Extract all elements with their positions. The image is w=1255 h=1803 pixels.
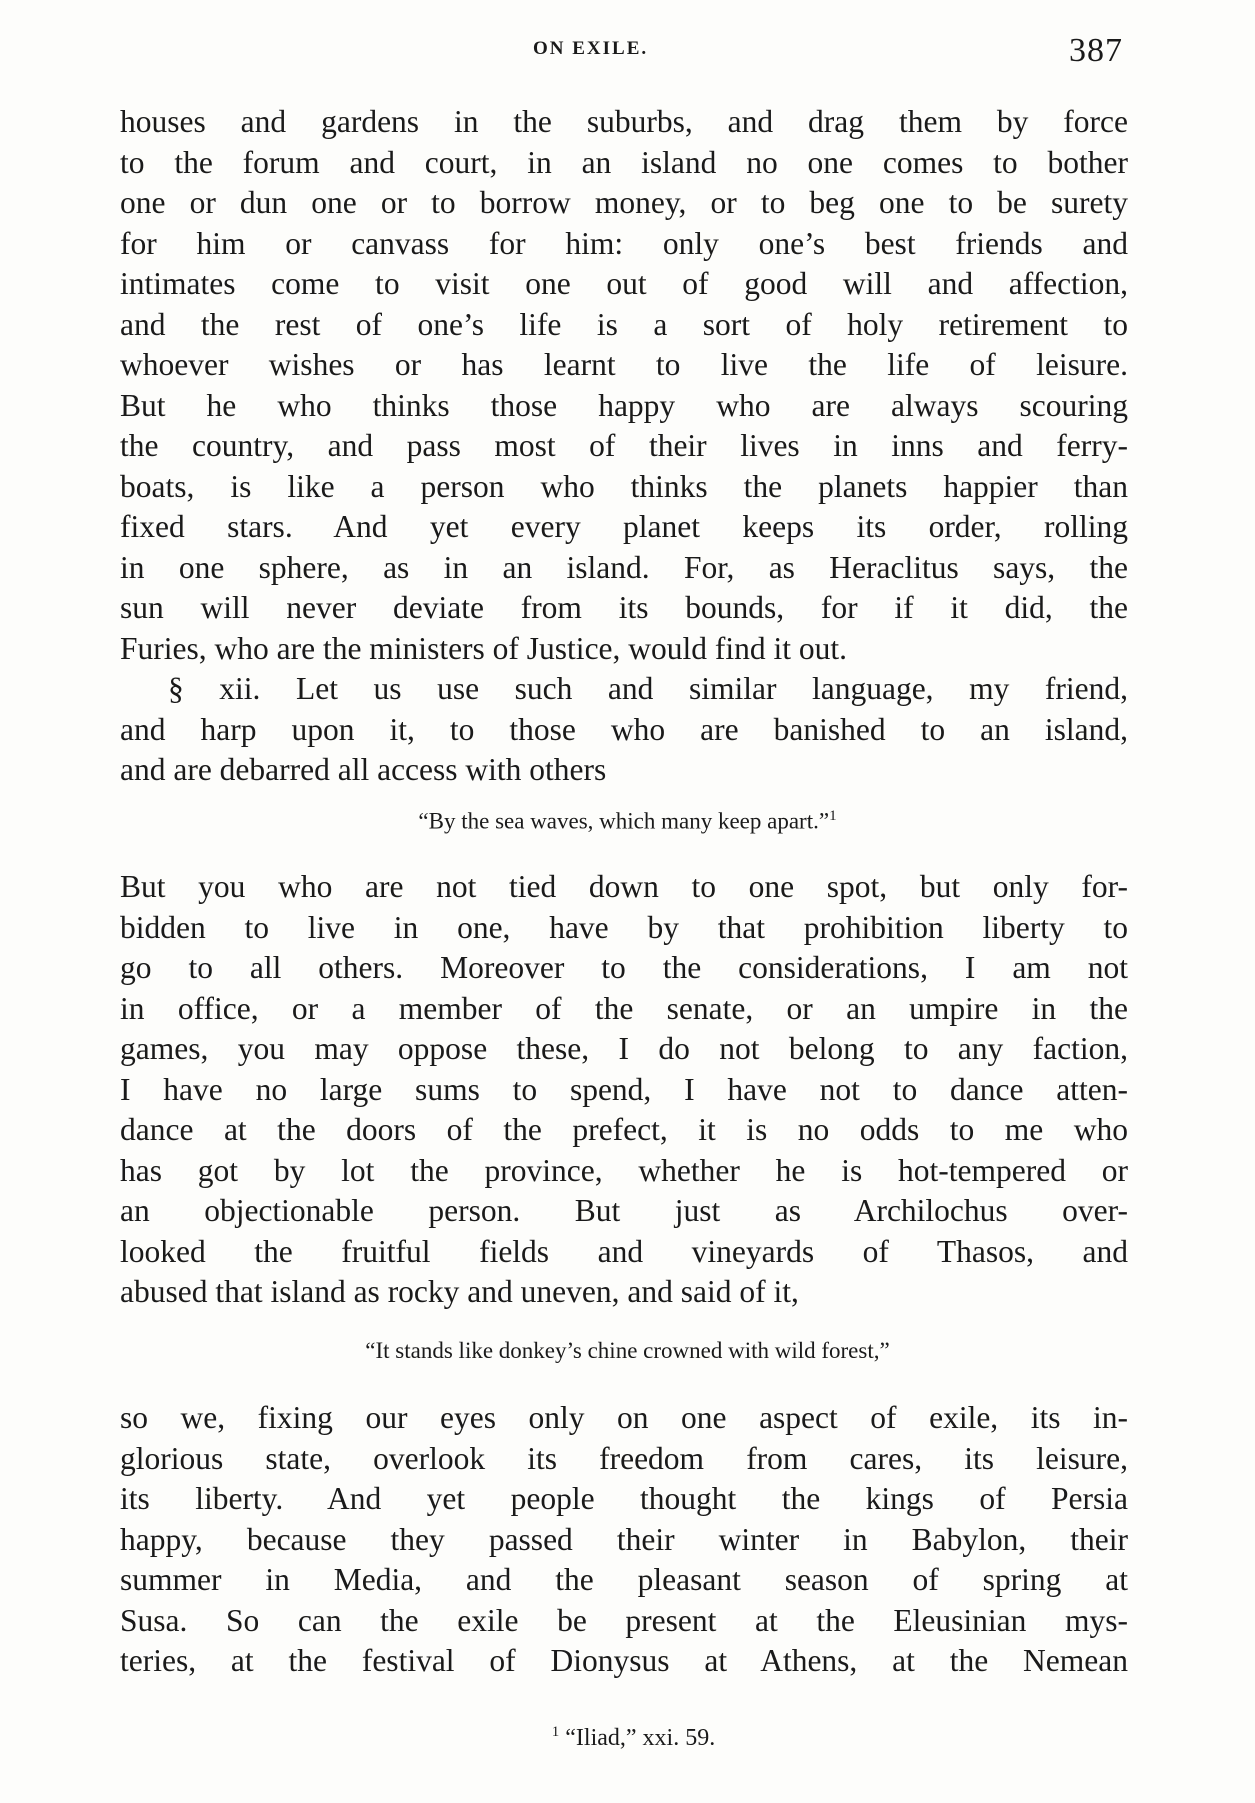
text-line: But you who are not tied down to one spot, but only for- xyxy=(120,869,1128,904)
text-line: and are debarred all access with others xyxy=(120,752,607,787)
quote-text: “By the sea waves, which many keep apart.” xyxy=(418,808,830,834)
paragraph-2 xyxy=(120,867,1128,1313)
text-line: and harp upon it, to those who are banished to an island, xyxy=(120,711,1128,747)
text-line: so we, fixing our eyes only on one aspect of exile, its in- xyxy=(120,1400,1128,1435)
text-line: to the forum and court, in an island no one comes to bother xyxy=(120,144,1128,180)
text-line: summer in Media, and the pleasant season of spring at xyxy=(120,1562,1128,1597)
footnote-reference: 1 xyxy=(829,808,837,824)
text-line: an objectionable person. But just as Archilochus over- xyxy=(120,1193,1128,1228)
text-line: bidden to live in one, have by that prohibition liberty to xyxy=(120,909,1128,945)
text-line: sun will never deviate from its bounds, for if it did, the xyxy=(120,590,1128,625)
text-line: its liberty. And yet people thought the kings of Persia xyxy=(120,1481,1128,1516)
text-line: fixed stars. And yet every planet keeps its order, rolling xyxy=(120,509,1128,544)
verse-quote-sea-waves xyxy=(0,808,1255,835)
page-number: 387 xyxy=(1069,32,1123,69)
text-line: has got by lot the province, whether he is hot-tempered or xyxy=(120,1152,1128,1188)
footnote xyxy=(0,1724,1255,1752)
text-line: abused that island as rocky and uneven, and said of it, xyxy=(120,1274,799,1309)
text-line: go to all others. Moreover to the considerations, I am not xyxy=(120,950,1128,985)
text-line: I have no large sums to spend, I have not to dance atten- xyxy=(120,1071,1128,1107)
footnote-text: “Iliad,” xxi. 59. xyxy=(565,1725,716,1751)
quote-text: “It stands like donkey’s chine crowned with wild forest,” xyxy=(365,1338,890,1363)
footnote-mark: 1 xyxy=(551,1724,560,1740)
text-line: houses and gardens in the suburbs, and drag them by force xyxy=(120,104,1128,139)
text-line: happy, because they passed their winter in Babylon, their xyxy=(120,1521,1128,1557)
text-line: and the rest of one’s life is a sort of holy retirement to xyxy=(120,306,1128,342)
text-line: whoever wishes or has learnt to live the life of leisure. xyxy=(120,347,1128,382)
running-head: ON EXILE. xyxy=(533,38,649,59)
verse-quote-donkeys-chine xyxy=(0,1338,1255,1364)
text-line: Susa. So can the exile be present at the Eleusinian mys- xyxy=(120,1602,1128,1638)
text-line: games, you may oppose these, I do not belong to any faction, xyxy=(120,1031,1128,1066)
text-line: looked the fruitful fields and vineyards of Thasos, and xyxy=(120,1233,1128,1269)
text-line: one or dun one or to borrow money, or to beg one to be surety xyxy=(120,185,1128,220)
text-line: But he who thinks those happy who are always scouring xyxy=(120,387,1128,423)
paragraph-1 xyxy=(120,102,1128,791)
text-line: intimates come to visit one out of good will and affection, xyxy=(120,266,1128,301)
text-line: for him or canvass for him: only one’s best friends and xyxy=(120,225,1128,261)
text-line: boats, is like a person who thinks the planets happier than xyxy=(120,468,1128,504)
text-line: Furies, who are the ministers of Justice, would find it out. xyxy=(120,630,848,666)
text-line: dance at the doors of the prefect, it is no odds to me who xyxy=(120,1112,1128,1147)
text-line: the country, and pass most of their lives in inns and ferry- xyxy=(120,428,1128,463)
section-xii-line: § xii. Let us use such and similar language, my friend, xyxy=(168,671,1128,706)
text-line: in office, or a member of the senate, or an umpire in the xyxy=(120,990,1128,1026)
text-line: teries, at the festival of Dionysus at Athens, at the Nemean xyxy=(120,1643,1128,1678)
paragraph-3 xyxy=(120,1398,1128,1682)
text-line: in one sphere, as in an island. For, as Heraclitus says, the xyxy=(120,549,1128,585)
text-line: glorious state, overlook its freedom from cares, its leisure, xyxy=(120,1440,1128,1476)
